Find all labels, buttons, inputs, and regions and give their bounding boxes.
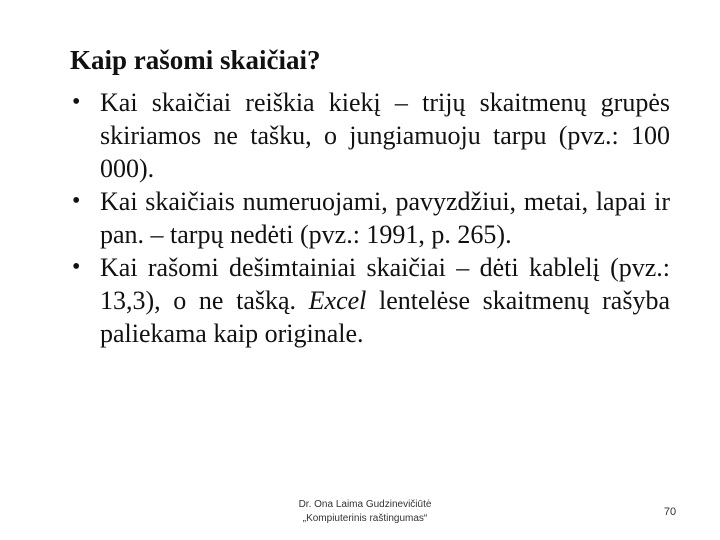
bullet-3-rest-after: lentelėse skaitmenų rašyba paliekama kaip originale.	[100, 286, 670, 348]
bullet-3-rest-italic: Excel	[308, 286, 367, 315]
bullet-2-rest: metai, lapai ir pan. – tarpų nedėti (pvz.: 1991, p. 265).	[100, 187, 670, 249]
bullet-1-rest: grupės skiriamos ne tašku, o jungiamuoju tarpu (pvz.: 100 000).	[100, 88, 670, 183]
bullet-1-lead: Kai skaičiai reiškia kiekį – trijų skaitmenų	[100, 88, 587, 117]
bullet-dot-icon: •	[72, 188, 81, 214]
footer-author: Dr. Ona Laima Gudzinevičiūtė	[298, 499, 432, 510]
bullet-2-lead: Kai skaičiais numeruojami, pavyzdžiui,	[100, 187, 517, 216]
bullet-item-1	[72, 86, 670, 185]
bullet-dot-icon: •	[72, 89, 81, 115]
bullet-list	[72, 86, 671, 350]
bullet-3-lead: Kai rašomi dešimtainiai skaičiai – dėti	[100, 253, 519, 282]
bullet-item-3	[72, 251, 671, 350]
footer-course: „Kompiuterinis raštingumas“	[302, 513, 428, 524]
slide-title: Kaip rašomi skaičiai?	[70, 45, 321, 75]
page-number: 70	[663, 506, 677, 518]
bullet-3-rest-before: kablelį (pvz.: 13,3), o ne tašką.	[100, 253, 671, 315]
bullet-item-2	[72, 185, 670, 251]
bullet-dot-icon: •	[72, 254, 81, 280]
footer-credit	[260, 498, 470, 526]
